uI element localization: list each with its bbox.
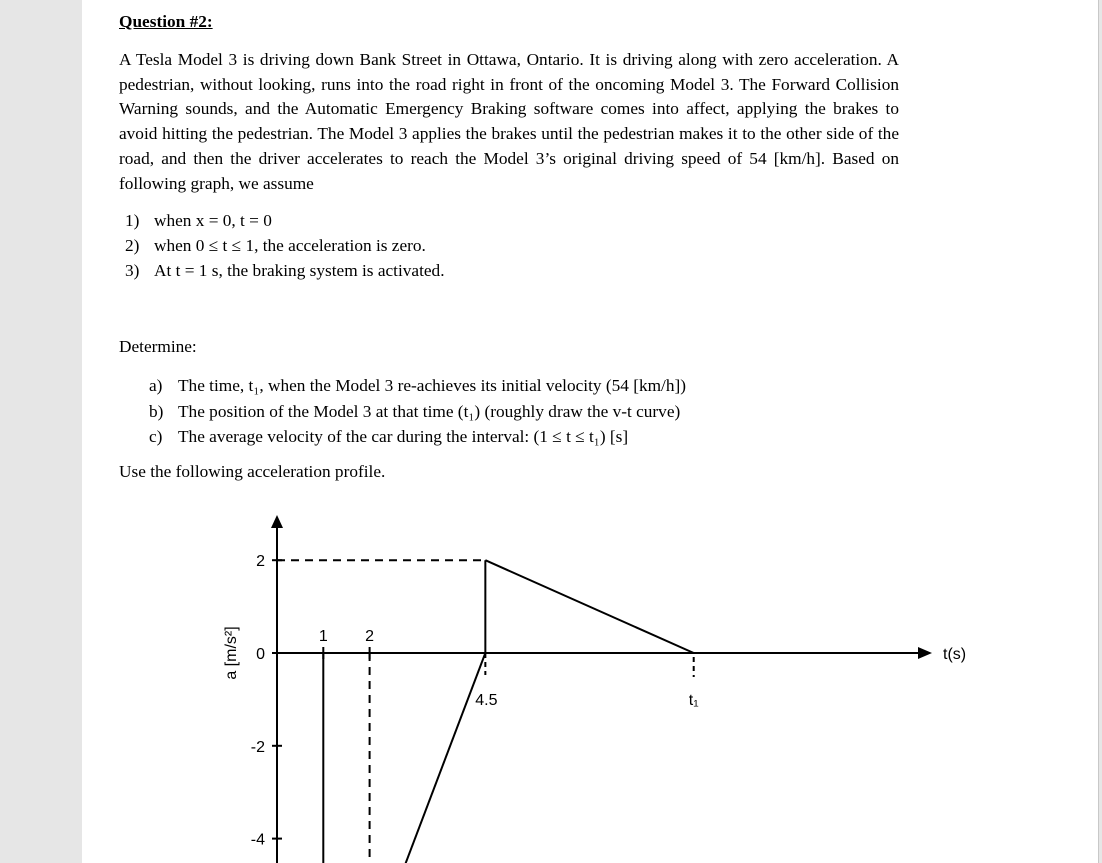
y-axis-label: a [m/s²] (223, 626, 240, 680)
item-number: b) (149, 401, 164, 421)
item-text: At t = 1 s, the braking system is activated. (154, 261, 445, 281)
item-number: c) (149, 427, 163, 447)
y-tick-label: 0 (256, 646, 265, 663)
x-axis-label: t(s) (943, 646, 967, 663)
y-tick-label: -4 (250, 831, 265, 849)
item-number: 3) (125, 261, 140, 281)
use-profile-label: Use the following acceleration profile. (119, 461, 386, 481)
item-number: 2) (125, 236, 140, 256)
x-tick-label: 1 (318, 628, 328, 645)
item-text: The time, t₁, when the Model 3 re-achieves its initial velocity (54 [km/h]) (178, 376, 686, 396)
item-text: when 0 ≤ t ≤ 1, the acceleration is zero. (154, 236, 426, 256)
x-tick-label: 4.5 (475, 692, 498, 709)
item-number: a) (149, 376, 163, 396)
x-tick-label: 2 (365, 628, 375, 645)
item-text: The average velocity of the car during the interval: (1 ≤ t ≤ t₁) [s] (178, 427, 629, 447)
y-tick-label: -2 (250, 738, 265, 756)
item-number: 1) (125, 211, 140, 231)
x-axis-arrow-icon (918, 647, 932, 659)
x-tick-label: t₁ (688, 692, 699, 709)
problem-paragraph: A Tesla Model 3 is driving down Bank Street in Ottawa, Ontario. It is driving along with zero acceleration. A pedestrian, without looking, runs into the road right in front of the oncoming Model 3. The Forward Collision Warning sounds, and the Automatic Emergency Braking software comes into affect, applying the brakes to avoid hitting the pedestrian. The Model 3 applies the brakes until the pedestrian makes it to the other side of the road, and then the driver accelerates to reach the Model 3’s original driving speed of 54 [km/h]. Based on following graph, we assume (119, 50, 899, 193)
question-title: Question #2: (119, 12, 213, 31)
curve-decay (485, 560, 693, 653)
y-axis-arrow-icon (271, 515, 283, 528)
item-text: when x = 0, t = 0 (154, 211, 272, 231)
item-text: The position of the Model 3 at that time (t₁) (roughly draw the v-t curve) (178, 401, 681, 421)
curve-braking-ramp (397, 653, 485, 863)
y-tick-label: 2 (256, 553, 265, 571)
determine-label: Determine: (119, 337, 197, 357)
